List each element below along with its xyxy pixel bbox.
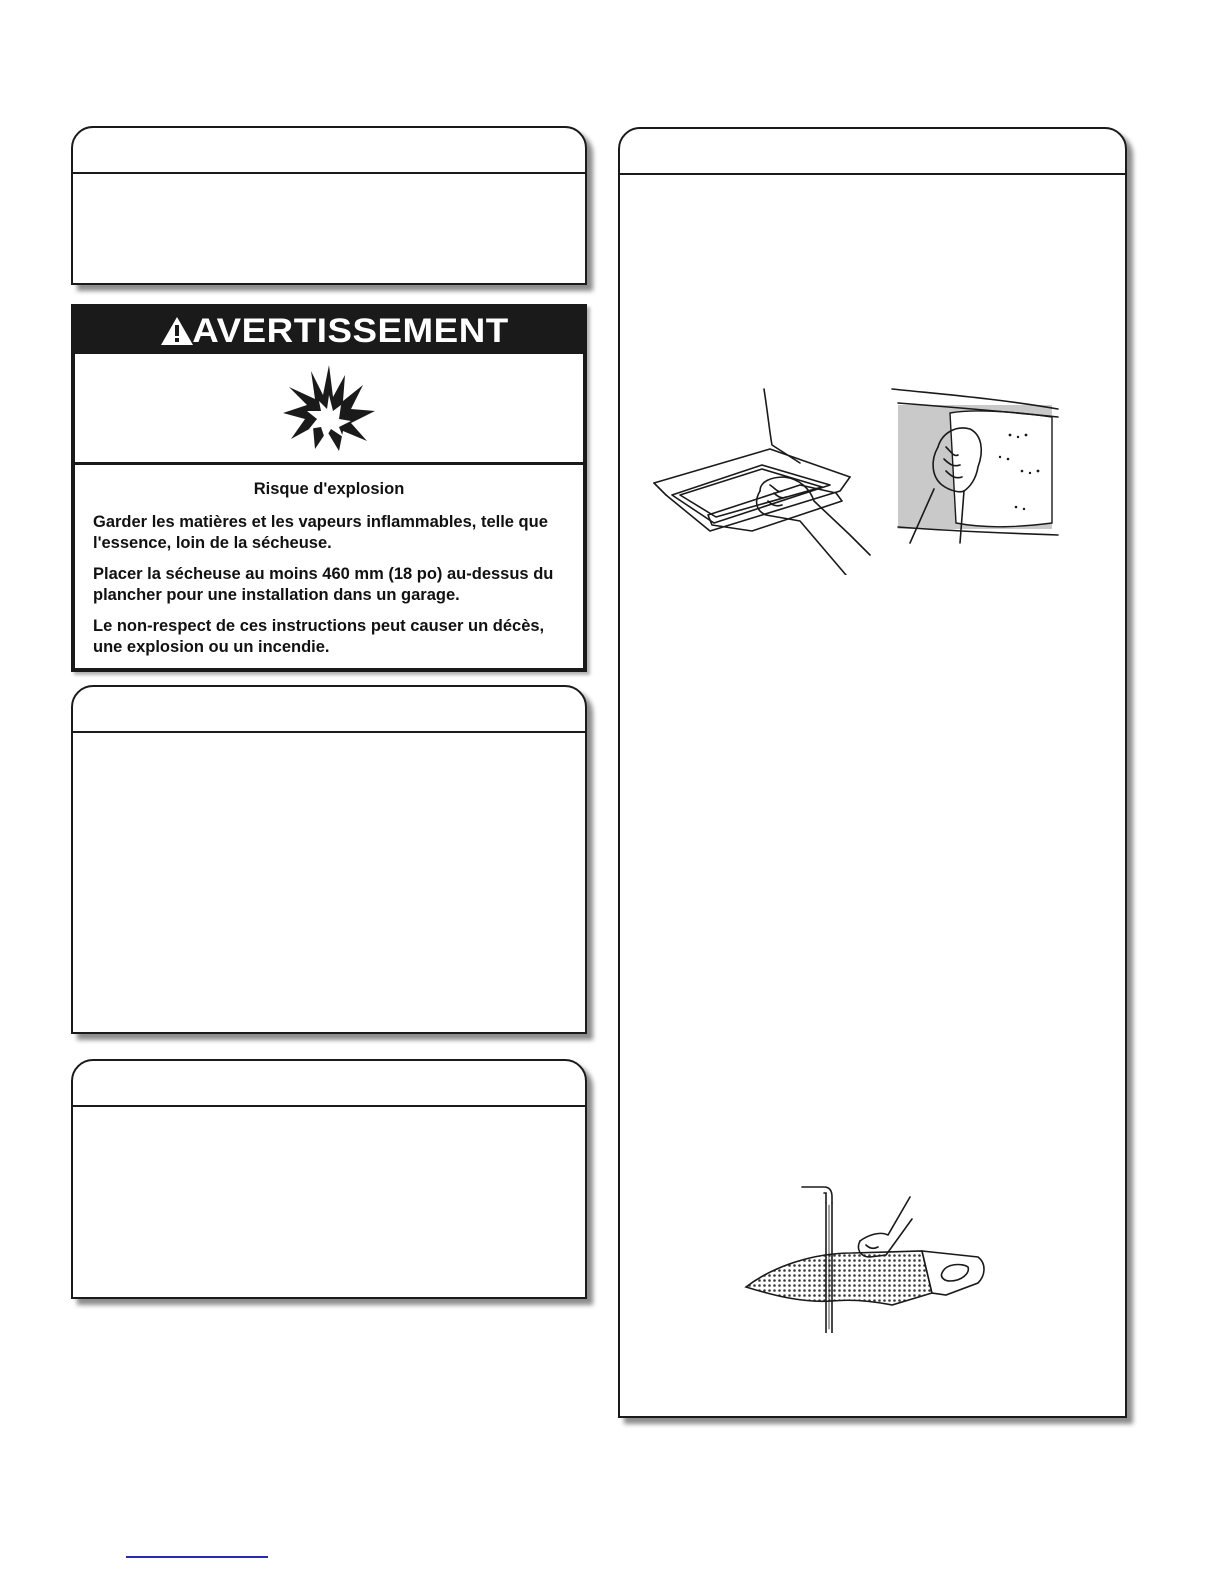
warning-subtitle: Risque d'explosion (253, 480, 405, 498)
rinse-screen-illustration (742, 1183, 992, 1333)
warning-header (75, 308, 583, 354)
panel-header (73, 128, 585, 174)
panel-body (73, 733, 585, 1032)
panel-body (73, 1107, 585, 1297)
explosion-icon (281, 365, 377, 451)
panel-header (73, 687, 585, 733)
lint-screen-illustration (650, 385, 890, 575)
panel-body (73, 174, 585, 283)
warning-box (71, 304, 587, 672)
warning-title: AVERTISSEMENT (192, 311, 510, 350)
panel-header (620, 129, 1125, 175)
drum-cleaning-illustration (890, 387, 1060, 547)
info-panel-right (618, 127, 1127, 1418)
info-panel-bottom (71, 1059, 587, 1299)
warning-icon-area (75, 354, 583, 465)
warning-text (75, 465, 583, 658)
info-panel-middle (71, 685, 587, 1034)
warning-paragraph: Garder les matières et les vapeurs inflammables, telle que l'essence, loin de la sécheuse. (93, 513, 548, 552)
warning-paragraph: Le non-respect de ces instructions peut causer un décès, une explosion ou un incendie. (93, 617, 545, 656)
panel-body (620, 175, 1125, 1416)
panel-header (73, 1061, 585, 1107)
info-panel-top (71, 126, 587, 285)
footer-link-underline[interactable] (126, 1556, 268, 1558)
warning-paragraph: Placer la sécheuse au moins 460 mm (18 po) au-dessus du plancher pour une installation dans un garage. (93, 565, 554, 604)
warning-triangle-icon (160, 316, 194, 346)
